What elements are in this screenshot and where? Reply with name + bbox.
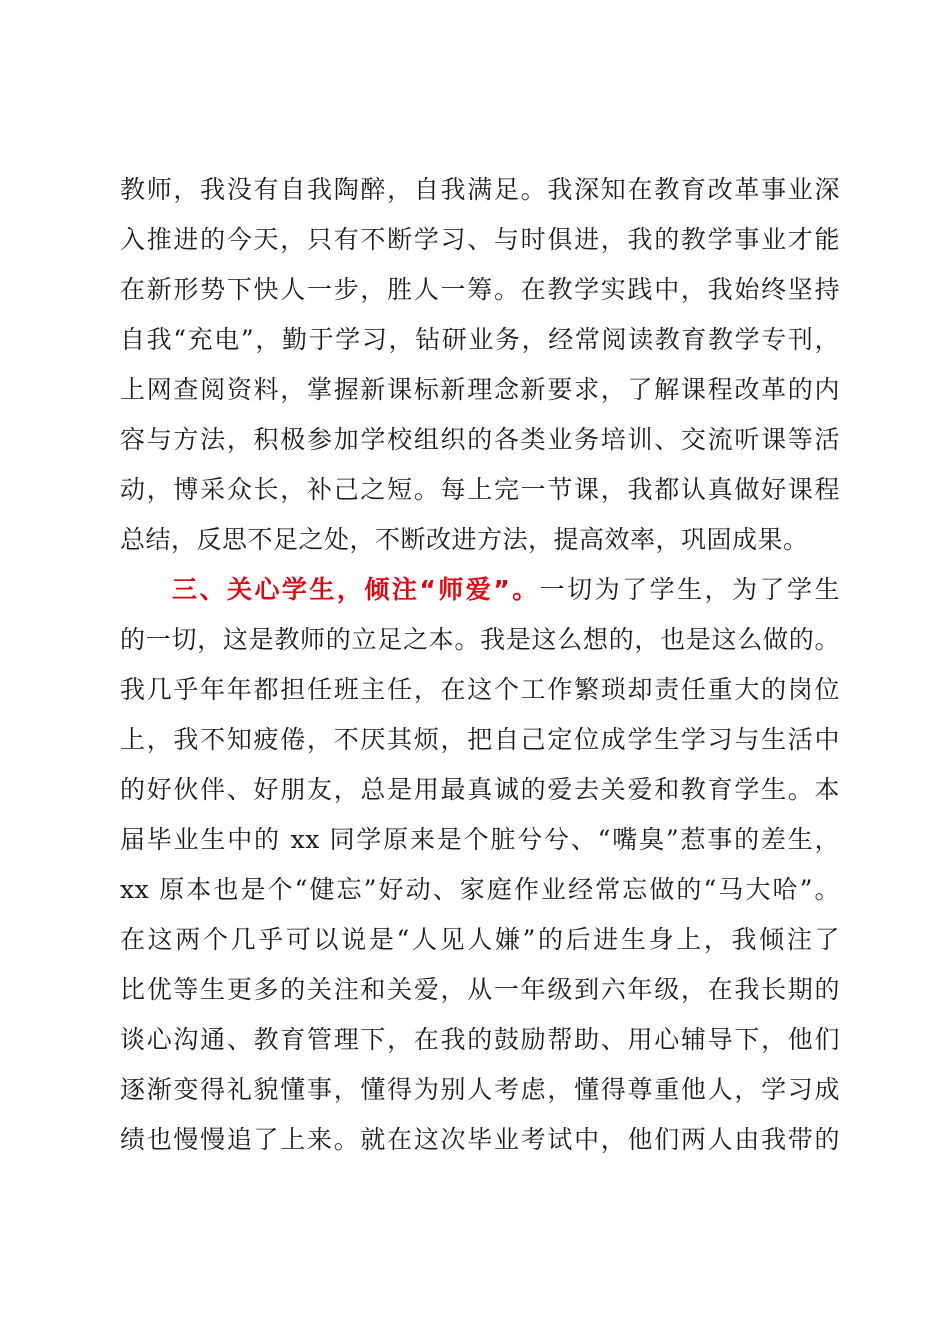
text-line: 动，博采众长，补己之短。每上完一节课，我都认真做好课程 <box>120 475 840 504</box>
paragraph-first-line <box>120 565 840 615</box>
text-line: 在新形势下快人一步，胜人一筹。在教学实践中，我始终坚持 <box>120 275 840 304</box>
text-line: 自我“充电”，勤于学习，钻研业务，经常阅读教育教学专刊， <box>120 325 840 354</box>
section-heading: 三、关心学生，倾注“师爱”。 <box>170 575 540 604</box>
text-line: 上网查阅资料，掌握新课标新理念新要求，了解课程改革的内 <box>120 375 840 404</box>
text-line: 绩也慢慢追了上来。就在这次毕业考试中，他们两人由我带的 <box>120 1125 840 1154</box>
text-run: 一切为了学生，为了学生 <box>539 575 840 604</box>
text-line: 在这两个几乎可以说是“人见人嫌”的后进生身上，我倾注了 <box>120 925 840 954</box>
paragraph-care-for-students <box>120 565 840 1165</box>
text-line: 的好伙伴、好朋友，总是用最真诚的爱去关爱和教育学生。本 <box>120 775 840 804</box>
text-line: 容与方法，积极参加学校组织的各类业务培训、交流听课等活 <box>120 425 840 454</box>
text-line: 谈心沟通、教育管理下，在我的鼓励帮助、用心辅导下，他们 <box>120 1025 840 1054</box>
text-line: 我几乎年年都担任班主任，在这个工作繁琐却责任重大的岗位 <box>120 675 840 704</box>
text-line: 上，我不知疲倦，不厌其烦，把自己定位成学生学习与生活中 <box>120 725 840 754</box>
text-line: 届毕业生中的 xx 同学原来是个脏兮兮、“嘴臭”惹事的差生， <box>120 825 840 854</box>
text-line: 教师，我没有自我陶醉，自我满足。我深知在教育改革事业深 <box>120 175 840 204</box>
text-line: 逐渐变得礼貌懂事，懂得为别人考虑，懂得尊重他人，学习成 <box>120 1075 840 1104</box>
text-line: 总结，反思不足之处，不断改进方法，提高效率，巩固成果。 <box>120 525 809 554</box>
text-line: xx 原本也是个“健忘”好动、家庭作业经常忘做的“马大哈”。 <box>120 875 840 904</box>
text-line: 比优等生更多的关注和关爱，从一年级到六年级，在我长期的 <box>120 975 840 1004</box>
paragraph-self-improvement <box>120 165 840 565</box>
document-body <box>120 165 840 1165</box>
text-line: 的一切，这是教师的立足之本。我是这么想的，也是这么做的。 <box>120 625 840 654</box>
text-line: 入推进的今天，只有不断学习、与时俱进，我的教学事业才能 <box>120 225 840 254</box>
